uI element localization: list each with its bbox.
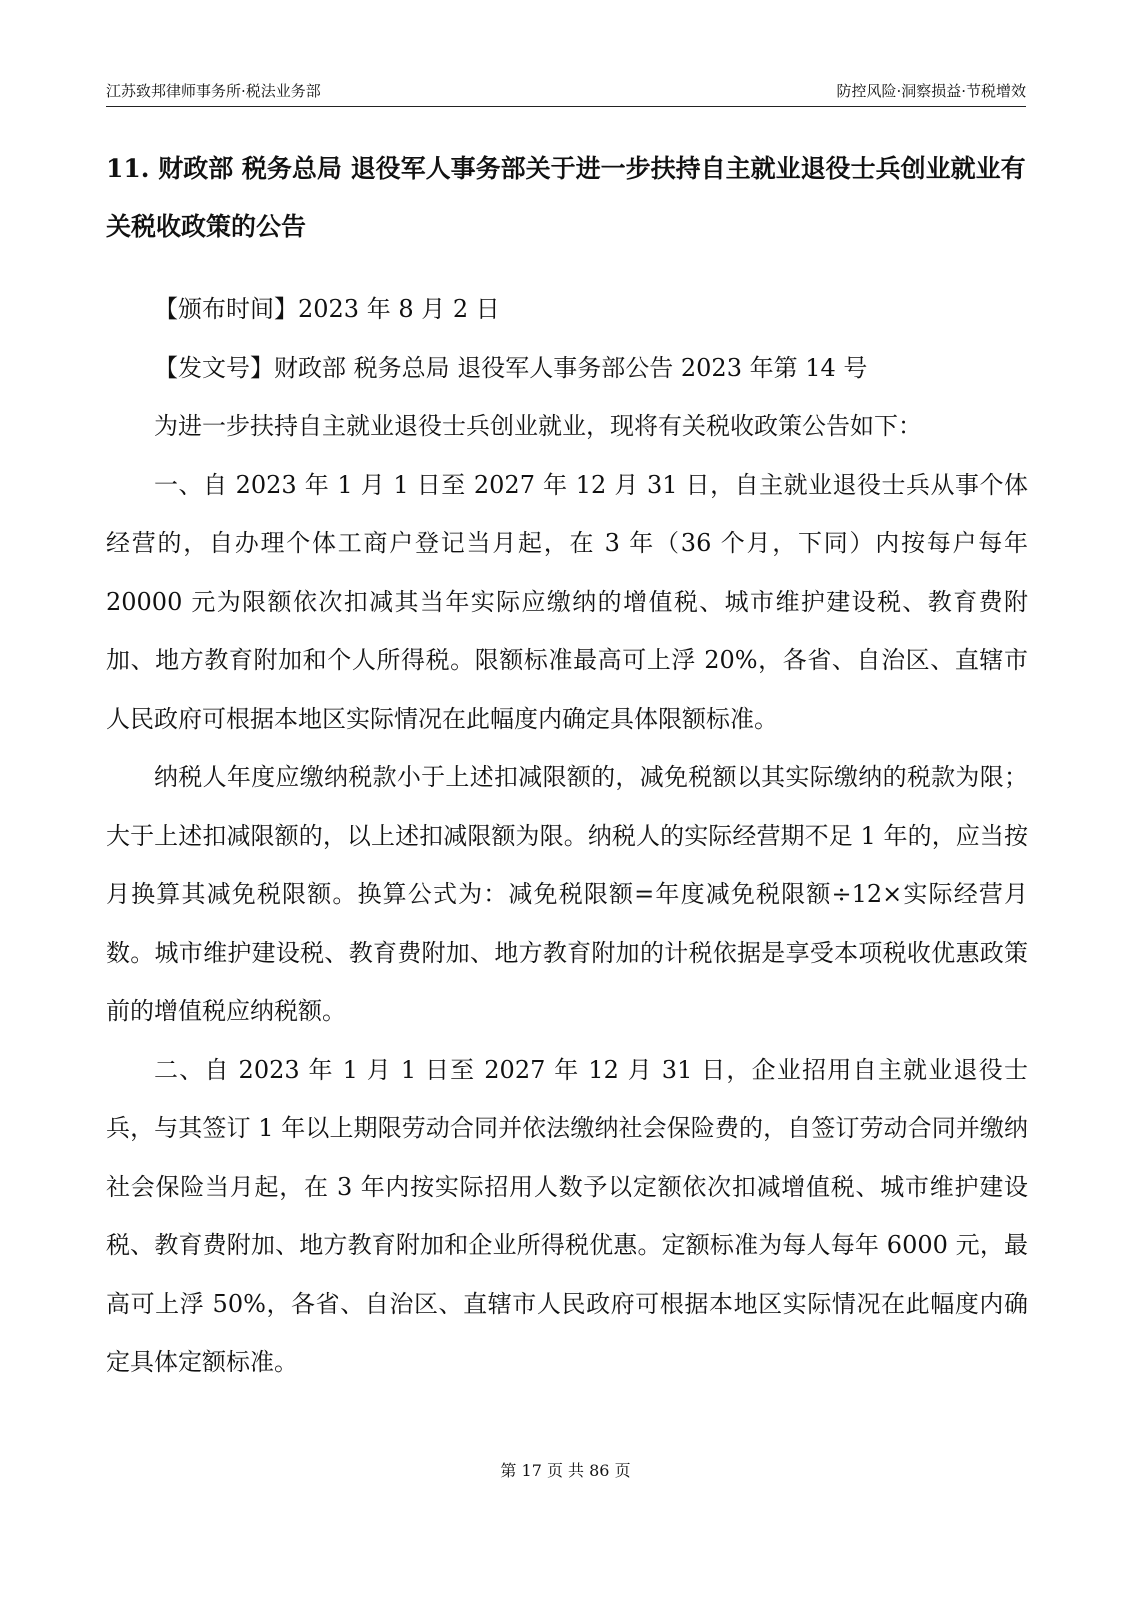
- publish-date: 【颁布时间】2023 年 8 月 2 日: [154, 295, 500, 323]
- page-number: 第 17 页 共 86 页: [500, 1461, 631, 1480]
- header-firm-name: 江苏致邦律师事务所·税法业务部: [106, 82, 321, 100]
- page-header: [106, 78, 1026, 107]
- article-two: 二、自 2023 年 1 月 1 日至 2027 年 12 月 31 日，企业招用自主就业退役士兵，与其签订 1 年以上期限劳动合同并依法缴纳社会保险费的，自签订劳动合同并缴纳社会保险当月起，在 3 年内按实际招用人数予以定额依次扣减增值税、城市维护建设税、教育费附加、地方教育附加和企业所得税优惠。定额标准为每人每年 6000 元，最高可上浮 50%，各省、自治区、直辖市人民政府可根据本地区实际情况在此幅度内确定具体定额标准。: [106, 1055, 1028, 1376]
- document-body: [106, 280, 1028, 1392]
- document-number: 【发文号】财政部 税务总局 退役军人事务部公告 2023 年第 14 号: [154, 353, 868, 382]
- document-title: 11. 财政部 税务总局 退役军人事务部关于进一步扶持自主就业退役士兵创业就业有关税收政策的公告: [106, 154, 1026, 241]
- article-one-detail: 纳税人年度应缴纳税款小于上述扣减限额的，减免税额以其实际缴纳的税款为限；大于上述扣减限额的，以上述扣减限额为限。纳税人的实际经营期不足 1 年的，应当按月换算其减免税限额。换算公式为：减免税限额=年度减免税限额÷12×实际经营月数。城市维护建设税、教育费附加、地方教育附加的计税依据是享受本项税收优惠政策前的增值税应纳税额。: [106, 763, 1028, 1025]
- header-slogan: 防控风险·洞察损益·节税增效: [836, 82, 1026, 100]
- intro-paragraph: 为进一步扶持自主就业退役士兵创业就业，现将有关税收政策公告如下：: [154, 412, 922, 440]
- article-one: 一、自 2023 年 1 月 1 日至 2027 年 12 月 31 日，自主就业退役士兵从事个体经营的，自办理个体工商户登记当月起，在 3 年（36 个月，下同）内按每户每年 20000 元为限额依次扣减其当年实际应缴纳的增值税、城市维护建设税、教育费附加、地方教育附加和个人所得税。限额标准最高可上浮 20%，各省、自治区、直辖市人民政府可根据本地区实际情况在此幅度内确定具体限额标准。: [106, 470, 1028, 733]
